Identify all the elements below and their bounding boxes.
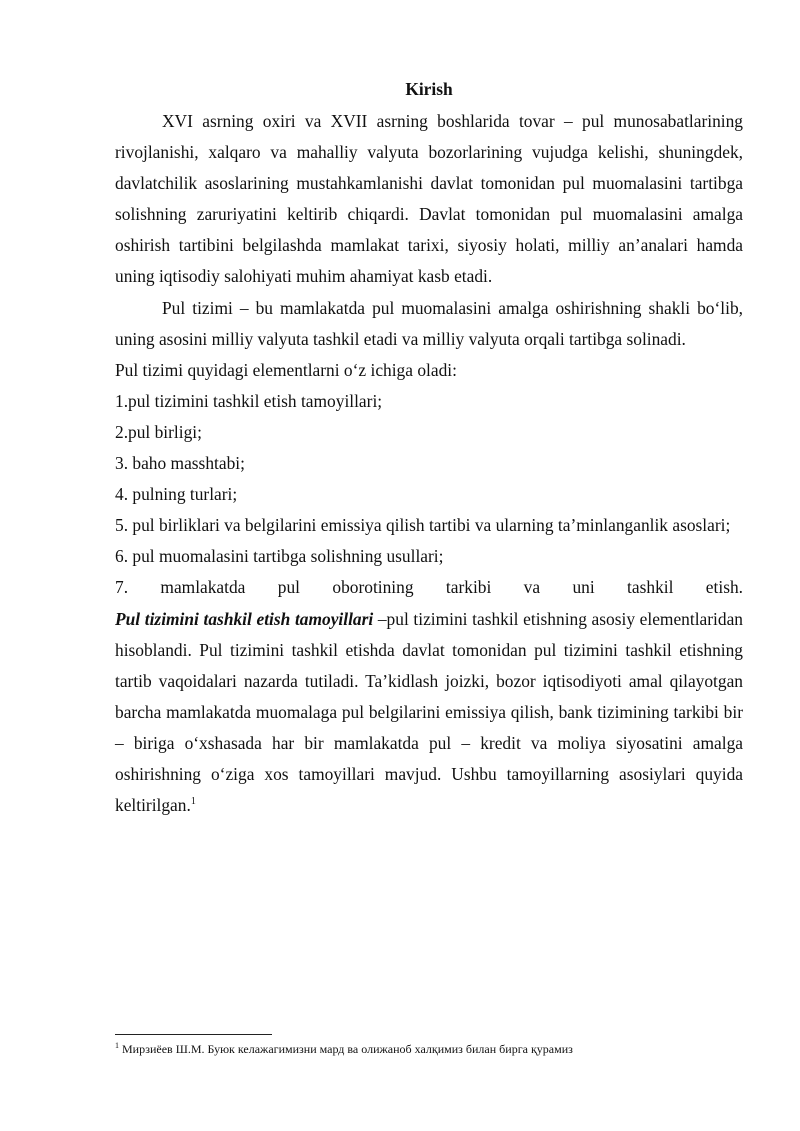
list-item: 4. pulning turlari; [115,484,238,505]
footnote-marker: 1 [115,1041,119,1050]
page-title: Kirish [405,79,453,99]
footnote [115,1041,755,1057]
list-intro: Pul tizimi quyidagi elementlarni o‘z ichiga oladi: [115,359,457,380]
principles-paragraph [115,604,743,822]
list-item: 3. baho masshtabi; [115,453,245,474]
document-body [115,76,743,821]
footnote-text: Мирзиёев Ш.М. Буюк келажагимизни мард ва олижаноб халқимиз билан бирга қурамиз [119,1042,573,1056]
principles-term: Pul tizimini tashkil etish tamoyillari [115,608,374,629]
list-item: 7. mamlakatda pul oborotining tarkibi va uni tashkil etish. [115,577,743,598]
list-item: 5. pul birliklari va belgilarini emissiya qilish tartibi va ularning ta’minlanganlik asoslari; [115,515,731,536]
list-item: 2.pul birligi; [115,421,202,442]
list-item: 6. pul muomalasini tartibga solishning usullari; [115,546,444,567]
list-item: 1.pul tizimini tashkil etish tamoyillari; [115,390,383,411]
footnote-reference[interactable]: 1 [190,796,196,808]
principles-text: –pul tizimini tashkil etishning asosiy elementlaridan hisoblandi. Pul tizimini tashkil etishda davlat tomonidan pul tizimini tashkil etishning tartib vaqoidalari nazarda tutiladi. Ta’kidlash joizki, bozor iqtisodiyoti amal qilayotgan barcha mamlakatda muomalaga pul belgilarini emissiya qilish, bank tizimining tarkibi bir – biriga o‘xshasada har bir mamlakatda pul – kredit va moliya siyosatini amalga oshirishning o‘ziga xos tamoyillari mavjud. Ushbu tamoyillarning asosiylari quyida keltirilgan. [115,608,743,816]
footnote-divider [115,1034,272,1035]
definition-paragraph: Pul tizimi – bu mamlakatda pul muomalasini amalga oshirishning shakli bo‘lib, uning asosini milliy valyuta tashkil etadi va milliy valyuta orqali tartibga solinadi. [115,297,743,349]
intro-paragraph: XVI asrning oxiri va XVII asrning boshlarida tovar – pul munosabatlarining rivojlanishi, xalqaro va mahalliy valyuta bozorlarining vujudga kelishi, shuningdek, davlatchilik asoslarining mustahkamlanishi davlat tomonidan pul muomalasini tartibga solishning zaruriyatini keltirib chiqardi. Davlat tomonidan pul muomalasini amalga oshirish tartibini belgilashda mamlakat tarixi, siyosiy holati, milliy an’analari hamda uning iqtisodiy salohiyati muhim ahamiyat kasb etadi. [115,111,743,287]
